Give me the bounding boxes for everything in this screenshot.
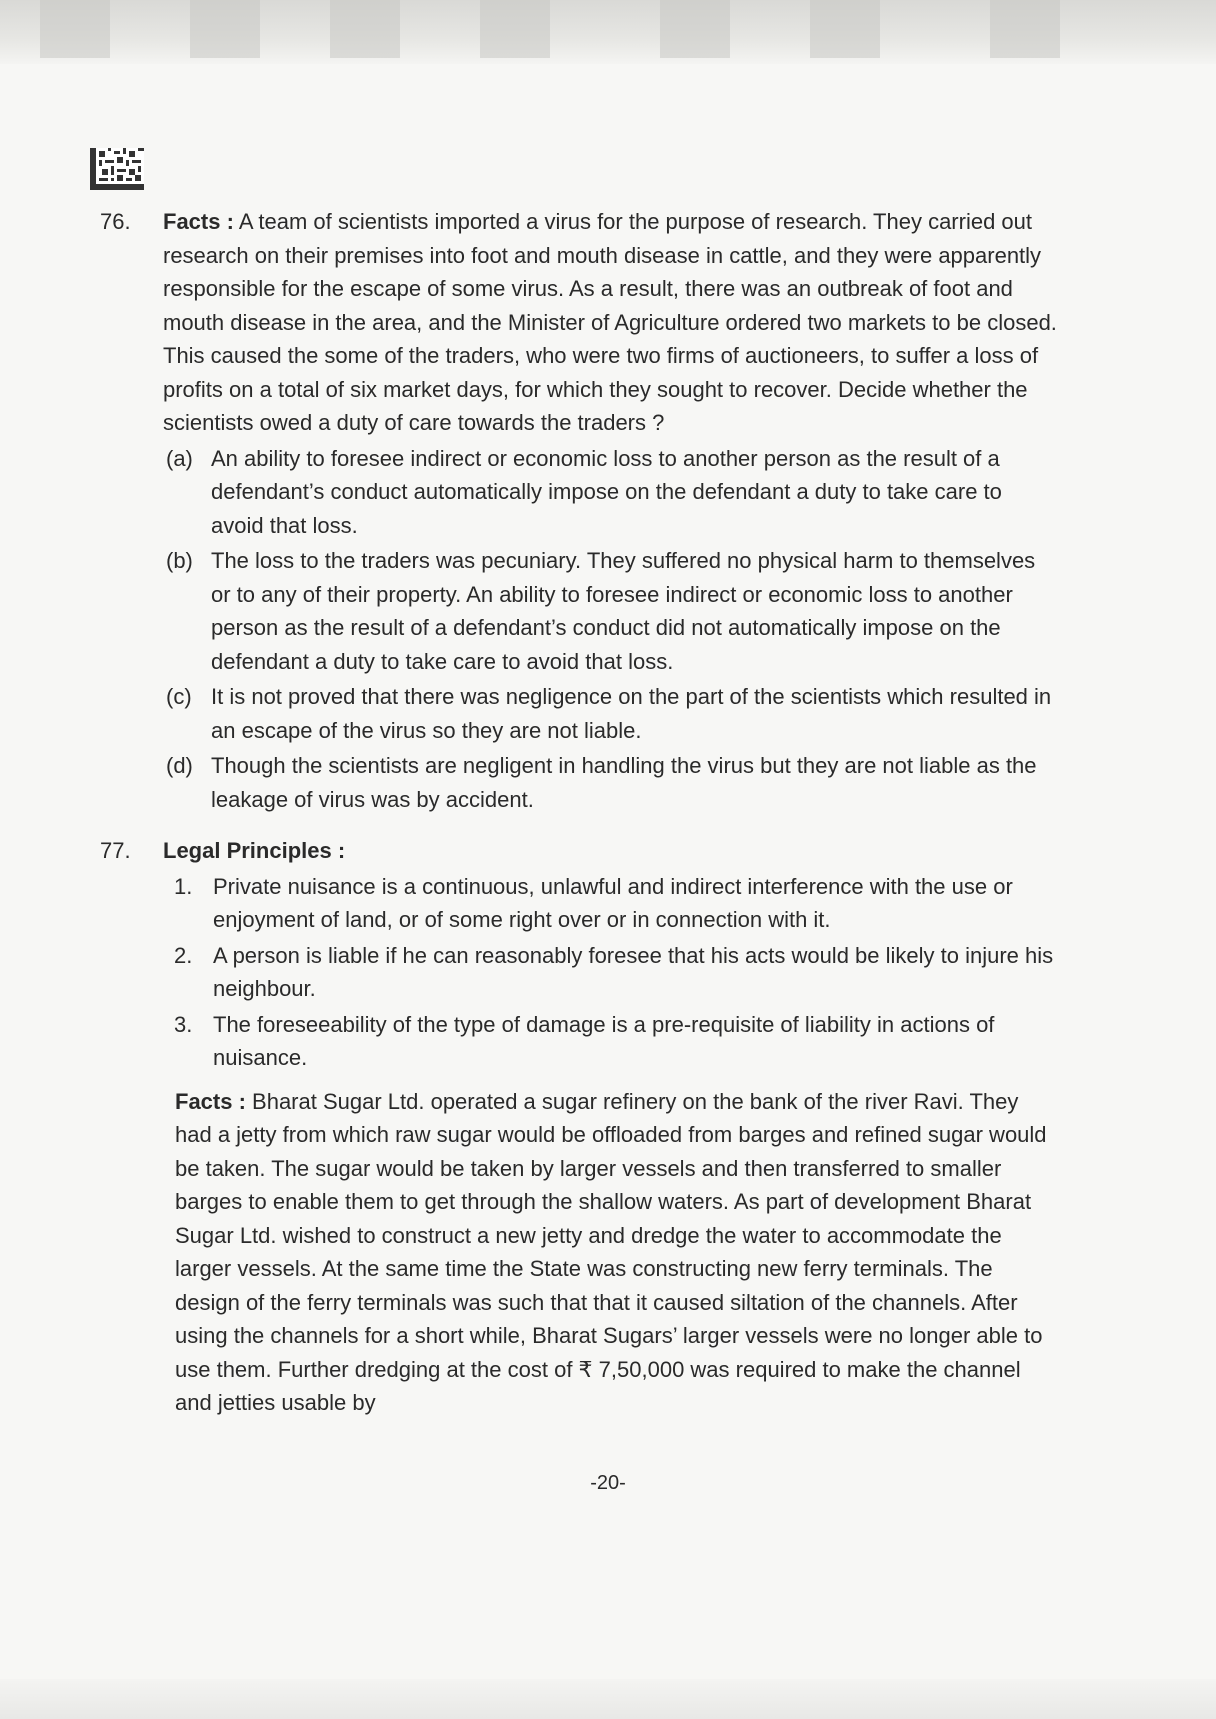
option-text: Though the scientists are negligent in handling the virus but they are not liable as the leakage of virus was by accident. — [211, 753, 1037, 812]
principle-label: 3. — [174, 1011, 193, 1037]
facts-text: A team of scientists imported a virus for the purpose of research. They carried out research on their premises into foot and mouth disease in cattle, and they were apparently responsible for the escape of some virus. As a result, there was an outbreak of foot and mouth disease in the area, and the Minister of Agriculture ordered two markets to be closed. This caused the some of the traders, who were two firms of auctioneers, to suffer a loss of profits on a total of six market days, for which they sought to recover. Decide whether the scientists owed a duty of care towards the traders ? — [163, 209, 1057, 435]
facts-label: Facts : — [175, 1088, 246, 1114]
question-77 — [100, 834, 1060, 1420]
facts-text: Bharat Sugar Ltd. operated a sugar refinery on the bank of the river Ravi. They had a jetty from which raw sugar would be offloaded from barges and refined sugar would be taken. The sugar would be taken by larger vessels and then transferred to smaller barges to enable them to get through the shallow waters. As part of development Bharat Sugar Ltd. wished to construct a new jetty and dredge the water to accommodate the larger vessels. At the same time the State was constructing new ferry terminals. The design of the ferry terminals was such that that it caused siltation of the channels. After using the channels for a short while, Bharat Sugars’ larger vessels were no longer able to use them. Further dredging at the cost of ₹ 7,50,000 was required to make the channel and jetties usable by — [175, 1088, 1047, 1415]
principle-3 — [163, 1008, 1060, 1075]
principle-1 — [163, 870, 1060, 937]
facts-label: Facts : — [163, 209, 234, 234]
legal-principles-label: Legal Principles : — [163, 838, 346, 863]
option-text: An ability to foresee indirect or economic loss to another person as the result of a defendant’s conduct automatically impose on the defendant a duty to take care to avoid that loss. — [211, 445, 1002, 538]
scan-top-border — [0, 0, 1216, 64]
option-label: (d) — [166, 753, 193, 778]
option-d — [163, 749, 1060, 816]
question-number: 77. — [100, 838, 131, 863]
question-number: 76. — [100, 209, 131, 234]
principle-2 — [163, 939, 1060, 1006]
option-label: (b) — [166, 548, 193, 573]
option-text: The loss to the traders was pecuniary. They suffered no physical harm to themselves or to any of their property. An ability to foresee indirect or economic loss to another person as the result of a defendant’s conduct did not automatically impose on the defendant a duty to take care to avoid that loss. — [211, 548, 1036, 674]
question-76 — [100, 205, 1060, 816]
principle-label: 2. — [174, 942, 193, 968]
option-c — [163, 680, 1060, 747]
option-b — [163, 544, 1060, 678]
principle-text: A person is liable if he can reasonably foresee that his acts would be likely to injure his neighbour. — [213, 942, 1054, 1001]
scan-bottom-border — [0, 1679, 1216, 1719]
option-label: (a) — [166, 445, 193, 471]
option-a — [163, 442, 1060, 543]
option-text: It is not proved that there was negligence on the part of the scientists which resulted in an escape of the virus so they are not liable. — [211, 684, 1052, 743]
principle-label: 1. — [174, 873, 193, 899]
question-content — [100, 205, 1060, 1420]
option-label: (c) — [166, 684, 192, 709]
page-number: -20- — [590, 1472, 626, 1494]
qr-code-icon — [90, 148, 144, 190]
facts-paragraph — [163, 1085, 1060, 1420]
principle-text: Private nuisance is a continuous, unlawful and indirect interference with the use or enjoyment of land, or of some right over or in connection with it. — [213, 873, 1013, 932]
facts-paragraph — [163, 205, 1060, 440]
principle-text: The foreseeability of the type of damage is a pre-requisite of liability in actions of nuisance. — [213, 1011, 995, 1070]
